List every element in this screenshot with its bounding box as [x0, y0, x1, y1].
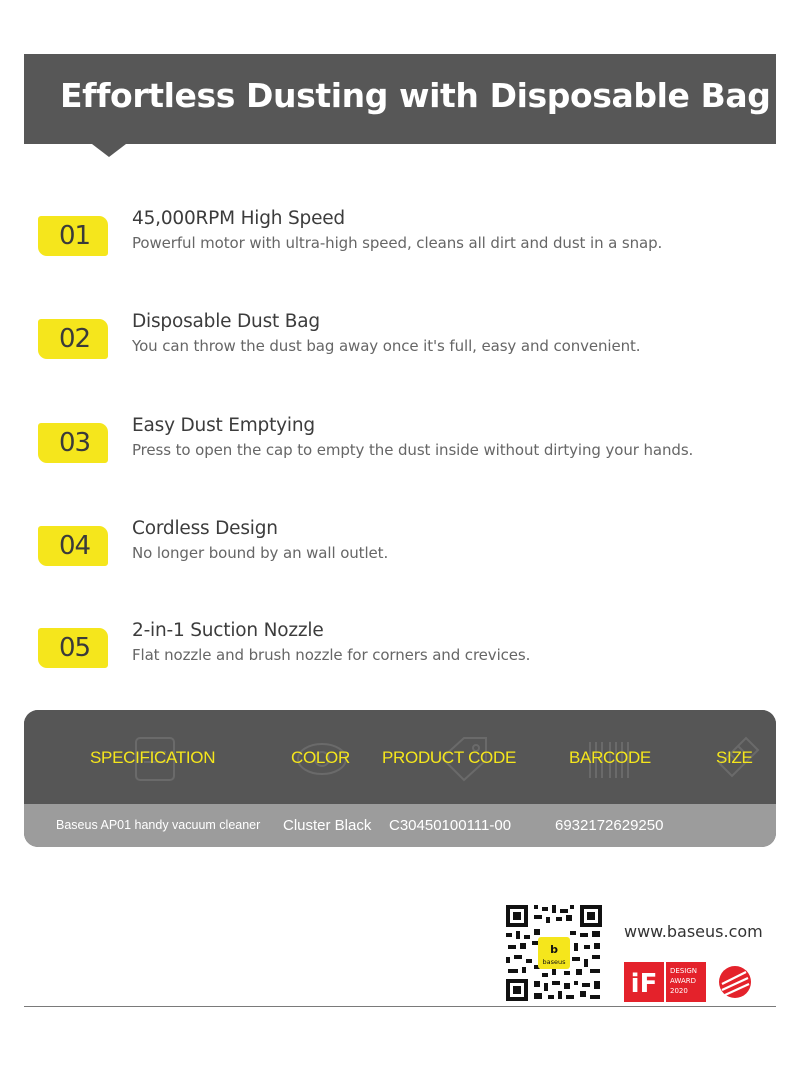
spec-header-size: SIZE — [716, 748, 753, 767]
feature-description: Press to open the cap to empty the dust inside without dirtying your hands. — [132, 441, 694, 459]
red-dot-award-logo-icon — [716, 964, 754, 1000]
feature-description: Flat nozzle and brush nozzle for corners and crevices. — [132, 646, 531, 664]
feature-number-badge: 05 — [38, 628, 108, 668]
qr-code-icon — [504, 903, 604, 1003]
feature-item — [38, 311, 778, 371]
spec-header-specification: SPECIFICATION — [90, 748, 216, 767]
feature-description: Powerful motor with ultra-high speed, cleans all dirt and dust in a snap. — [132, 234, 663, 252]
page-title: Effortless Dusting with Disposable Bag — [60, 76, 771, 115]
if-design-award-logo-icon — [624, 962, 706, 1002]
spec-value-color: Cluster Black — [283, 817, 372, 834]
award-line-2: AWARD — [670, 977, 696, 985]
feature-title: Cordless Design — [132, 518, 278, 539]
feature-title: 45,000RPM High Speed — [132, 208, 345, 229]
feature-item — [38, 518, 778, 578]
spec-header-product-code: PRODUCT CODE — [382, 748, 516, 767]
feature-title: Easy Dust Emptying — [132, 415, 315, 436]
award-mark: iF — [630, 969, 658, 999]
svg-text:b: b — [550, 943, 558, 956]
feature-number-badge: 01 — [38, 216, 108, 256]
feature-description: You can throw the dust bag away once it's full, easy and convenient. — [132, 337, 641, 355]
qr-brand-label: baseus — [542, 958, 566, 966]
feature-item — [38, 620, 778, 680]
spec-header-barcode: BARCODE — [569, 748, 651, 767]
spec-table-value-row — [24, 804, 776, 847]
feature-number-badge: 03 — [38, 423, 108, 463]
footer-divider — [24, 1006, 776, 1007]
spec-table — [24, 710, 776, 847]
feature-description: No longer bound by an wall outlet. — [132, 544, 389, 562]
feature-item — [38, 415, 778, 475]
website-link[interactable]: www.baseus.com — [624, 922, 763, 941]
spec-table-header-row — [24, 710, 776, 804]
feature-title: Disposable Dust Bag — [132, 311, 320, 332]
spec-value-specification: Baseus AP01 handy vacuum cleaner — [56, 818, 261, 832]
feature-item — [38, 208, 778, 268]
award-line-3: 2020 — [670, 987, 688, 995]
spec-value-barcode: 6932172629250 — [555, 817, 664, 834]
spec-header-color: COLOR — [291, 748, 350, 767]
feature-number-badge: 02 — [38, 319, 108, 359]
banner-pointer — [92, 144, 126, 157]
award-line-1: DESIGN — [670, 967, 697, 975]
feature-title: 2-in-1 Suction Nozzle — [132, 620, 324, 641]
spec-value-product-code: C30450100111-00 — [389, 817, 512, 834]
feature-number-badge: 04 — [38, 526, 108, 566]
header-banner — [24, 54, 776, 144]
